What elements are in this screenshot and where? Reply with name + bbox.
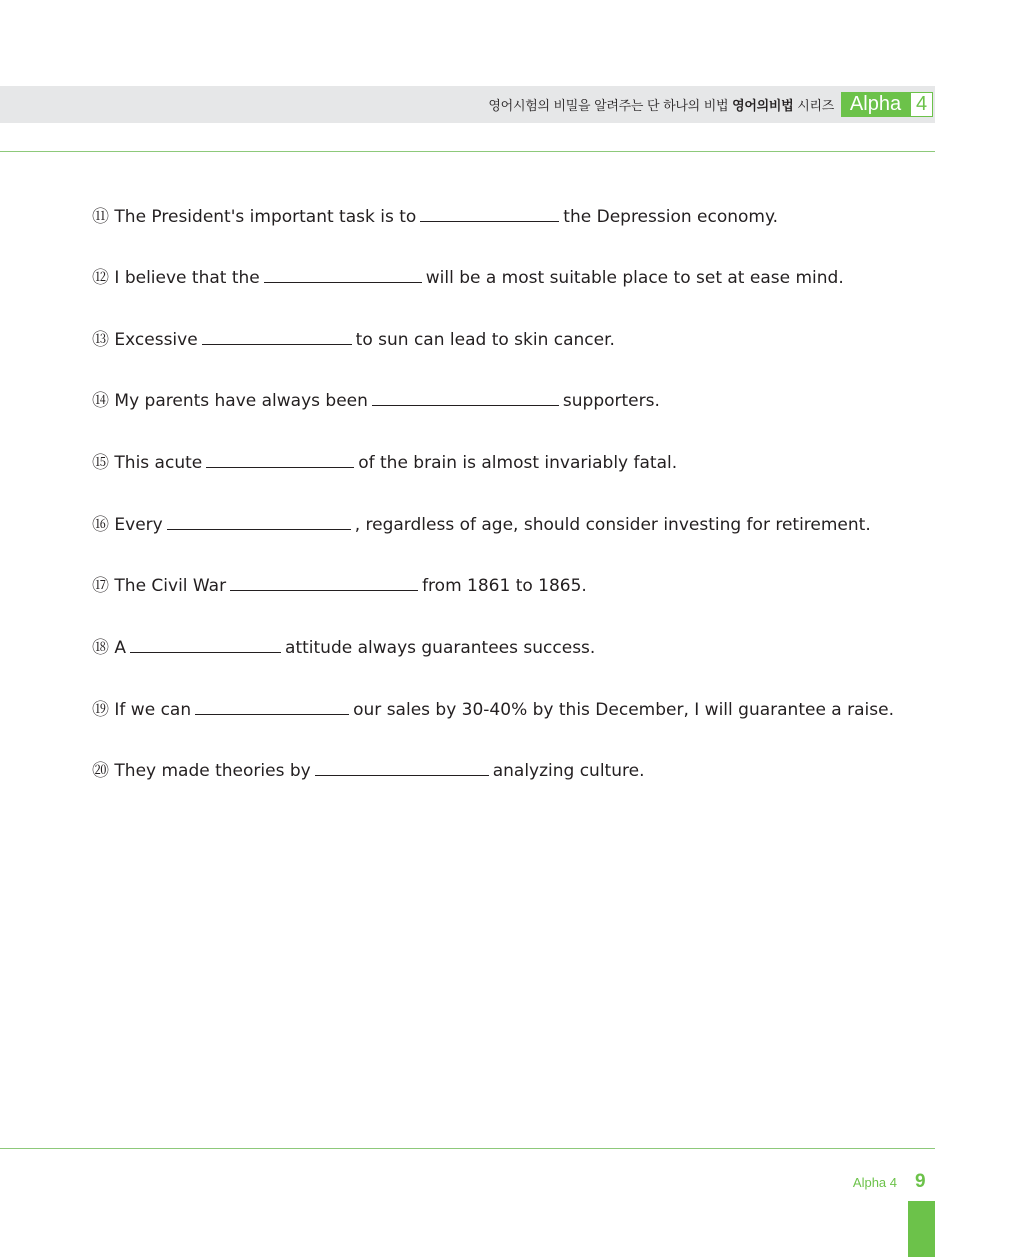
question-text-before: The Civil War (114, 576, 227, 596)
question-text-after: will be a most suitable place to set at ease mind. (425, 268, 844, 288)
answer-blank[interactable] (206, 452, 354, 468)
answer-blank[interactable] (130, 637, 281, 653)
question-text-after: the Depression economy. (563, 207, 779, 227)
question-number: ⑯ (92, 515, 109, 535)
question-text-before: Every (114, 515, 163, 535)
question-text-after: to sun can lead to skin cancer. (355, 330, 615, 350)
answer-blank[interactable] (230, 575, 418, 591)
header-series-suffix: 시리즈 (797, 99, 834, 114)
question-19 (92, 695, 894, 720)
question-text-before: This acute (114, 453, 203, 473)
header-tagline-text: 영어시험의 비밀을 알려주는 단 하나의 비법 (488, 99, 729, 114)
answer-blank[interactable] (167, 514, 351, 530)
question-text-after: supporters. (562, 391, 660, 411)
question-text-before: I believe that the (114, 268, 260, 288)
question-16 (92, 510, 871, 535)
answer-blank[interactable] (315, 760, 489, 776)
answer-blank[interactable] (195, 699, 349, 715)
level-badge: 4 (910, 92, 933, 117)
answer-blank[interactable] (420, 206, 559, 222)
question-text-before: If we can (114, 700, 192, 720)
answer-blank[interactable] (372, 390, 559, 406)
question-text-before: A (114, 638, 127, 658)
page-number: 9 (915, 1171, 926, 1192)
header-divider (0, 151, 935, 152)
answer-blank[interactable] (264, 267, 422, 283)
question-number: ⑬ (92, 330, 109, 350)
question-17 (92, 571, 587, 596)
question-number: ⑰ (92, 576, 109, 596)
question-text-before: The President's important task is to (114, 207, 417, 227)
question-text-before: My parents have always been (114, 391, 368, 411)
question-15 (92, 448, 677, 473)
footer-series-label: Alpha 4 (852, 1175, 897, 1190)
question-text-after: , regardless of age, should consider investing for retirement. (354, 515, 871, 535)
question-number: ⑮ (92, 453, 109, 473)
question-13 (92, 325, 615, 350)
question-number: ⑳ (92, 761, 109, 781)
question-text-after: attitude always guarantees success. (285, 638, 596, 658)
question-14 (92, 386, 660, 411)
brand-logo: Alpha (841, 92, 910, 117)
question-11 (92, 202, 778, 227)
question-text-after: our sales by 30-40% by this December, I will guarantee a raise. (353, 700, 894, 720)
question-12 (92, 263, 844, 288)
answer-blank[interactable] (202, 329, 352, 345)
question-20 (92, 756, 644, 781)
question-number: ⑭ (92, 391, 109, 411)
question-text-after: from 1861 to 1865. (422, 576, 587, 596)
question-text-after: of the brain is almost invariably fatal. (358, 453, 678, 473)
question-text-after: analyzing culture. (492, 761, 645, 781)
question-number: ⑲ (92, 700, 109, 720)
page-edge-tab (908, 1201, 935, 1257)
question-text-before: They made theories by (114, 761, 311, 781)
header-series-name: 영어의비법 (732, 99, 794, 114)
question-number: ⑪ (92, 207, 109, 227)
question-18 (92, 633, 595, 658)
question-number: ⑫ (92, 268, 109, 288)
question-number: ⑱ (92, 638, 109, 658)
question-text-before: Excessive (114, 330, 198, 350)
header-tagline (488, 95, 834, 114)
footer-divider (0, 1148, 935, 1149)
